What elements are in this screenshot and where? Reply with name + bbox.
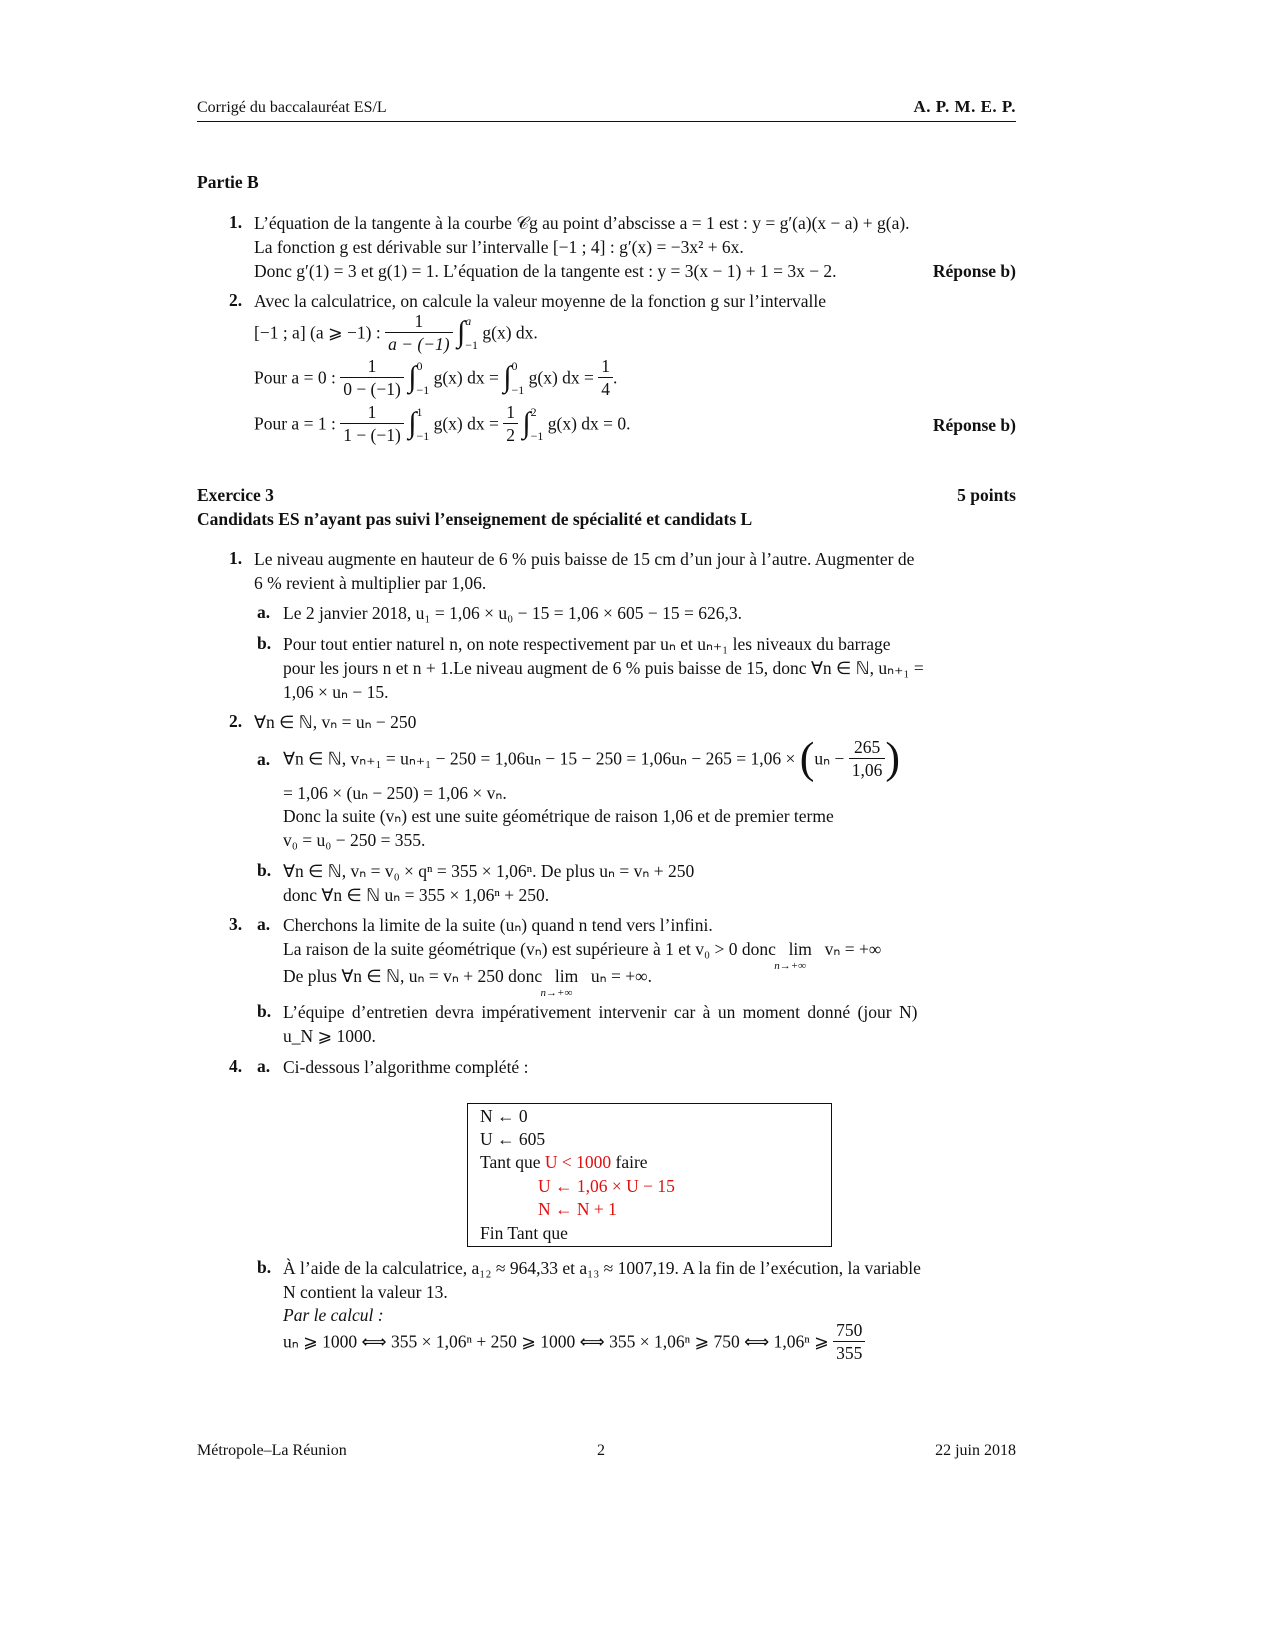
algo-line: N ← 0 (480, 1106, 528, 1126)
numerator: 1 (367, 356, 377, 376)
text-line: pour les jours n et n + 1.Le niveau augment de 6 % puis baisse de 15, donc ∀n ∈ ℕ, uₙ₊₁ = (283, 658, 924, 678)
denominator: 4 (598, 377, 613, 400)
text-line: Pour tout entier naturel n, on note respectivement par uₙ et uₙ₊₁ les niveaux du barrage (283, 634, 891, 654)
question-number: 2. (229, 711, 243, 731)
text-line: Donc la suite (vₙ) est une suite géométrique de raison 1,06 et de premier terme (283, 806, 834, 826)
text-line: v₀ = u₀ − 250 = 355. (283, 830, 426, 850)
numerator: 1 (601, 356, 611, 376)
footer-date: 22 juin 2018 (935, 1442, 1016, 1459)
text-line: N contient la valeur 13. (283, 1282, 448, 1302)
text-line: La fonction g est dérivable sur l’intervalle [−1 ; 4] : g′(x) = −3x² + 6x. (254, 237, 744, 257)
denominator: 1 − (−1) (340, 423, 404, 446)
numerator: 1 (414, 311, 424, 331)
exercise-title: Exercice 3 (197, 485, 274, 505)
formula-text: g(x) dx = (528, 367, 594, 388)
exercise-subtitle: Candidats ES n’ayant pas suivi l’enseignement de spécialité et candidats L (197, 509, 753, 529)
text-line: donc ∀n ∈ ℕ uₙ = 355 × 1,06ⁿ + 250. (283, 885, 550, 905)
text-line: Le 2 janvier 2018, u₁ = 1,06 × u₀ − 15 = 1,06 × 605 − 15 = 626,3. (283, 603, 742, 623)
upper-bound: a (465, 313, 472, 328)
limit-operator (774, 937, 820, 972)
sub-question-label: b. (257, 1001, 272, 1021)
formula-text: Pour a = 1 : (254, 413, 336, 434)
text-line: Le niveau augmente en hauteur de 6 % puis baisse de 15 cm d’un jour à l’autre. Augmenter de (254, 549, 915, 569)
paren-close: ) (885, 733, 901, 783)
sub-question-label: a. (257, 1056, 271, 1076)
paren-open: ( (799, 733, 815, 783)
answer-label: Réponse b) (932, 415, 1016, 435)
sub-question-label: a. (257, 602, 271, 622)
fraction (340, 401, 404, 446)
formula-text: g(x) dx = 0. (547, 413, 631, 434)
text-line: L’équipe d’entretien devra impérativement intervenir car à un moment donné (jour N) (283, 1002, 918, 1022)
text-line: u_N ⩾ 1000. (283, 1026, 376, 1046)
text-line: = 1,06 × (uₙ − 250) = 1,06 × vₙ. (283, 783, 507, 803)
lower-bound: −1 (530, 428, 544, 443)
formula-line (254, 401, 631, 446)
formula-text: [−1 ; a] (a ⩾ −1) : (254, 322, 381, 343)
integral-bounds (465, 314, 478, 352)
formula-line (254, 310, 538, 355)
text-line: 1,06 × uₙ − 15. (283, 682, 389, 702)
fraction (340, 355, 404, 400)
exercise-points: 5 points (957, 485, 1016, 505)
integral-bounds (416, 405, 429, 443)
formula-line (283, 937, 882, 972)
formula-line: Pour a = 0 : $\frac{1}{0 - (-1)}$ ∫ 0 −1 g(x) dx = ∫ 0 −1 g(x) dx = $\frac{1}{4}$ . (254, 356, 618, 399)
sub-question-label: b. (257, 1257, 272, 1277)
limit-subscript: n→+∞ (540, 987, 573, 999)
sub-question-label: b. (257, 860, 272, 880)
page-number: 2 (597, 1442, 605, 1459)
text-line: Ci-dessous l’algorithme complété : (283, 1057, 529, 1077)
upper-bound: 1 (416, 404, 423, 419)
limit-label: lim (554, 966, 579, 986)
denominator: 1,06 (849, 758, 886, 781)
algo-line: Fin Tant que (480, 1223, 568, 1243)
formula-text: g(x) dx. (482, 322, 538, 343)
lower-bound: −1 (416, 428, 430, 443)
text-line: À l’aide de la calculatrice, a₁₂ ≈ 964,33 et a₁₃ ≈ 1007,19. A la fin de l’exécution, la variable (283, 1258, 921, 1278)
upper-bound: 0 (416, 358, 423, 373)
integral-sign: ∫ (503, 360, 512, 394)
denominator: a − (−1) (385, 332, 453, 355)
fraction (385, 310, 453, 355)
fraction (598, 355, 613, 400)
integral-bounds (511, 359, 524, 397)
integral-bounds (531, 405, 544, 443)
algo-condition: U < 1000 (544, 1152, 612, 1172)
question-number: 1. (229, 212, 243, 232)
text-line: L’équation de la tangente à la courbe 𝒞g au point d’abscisse a = 1 est : y = g′(a)(x − a) + g(a). (254, 213, 910, 233)
integral-sign: ∫ (408, 406, 417, 440)
algo-keyword: faire (615, 1152, 648, 1172)
integral-sign: ∫ (522, 406, 531, 440)
formula-text: ∀n ∈ ℕ, vₙ₊₁ = uₙ₊₁ − 250 = 1,06uₙ − 15 − 250 = 1,06uₙ − 265 = 1,06 × (283, 748, 796, 769)
denominator: 2 (503, 423, 518, 446)
text-line: Cherchons la limite de la suite (uₙ) quand n tend vers l’infini. (283, 915, 713, 935)
lower-bound: −1 (416, 382, 430, 397)
text-line: Par le calcul : (283, 1305, 384, 1325)
page-header (197, 97, 1016, 122)
limit-operator (540, 964, 587, 999)
fraction (503, 401, 518, 446)
integral-sign: ∫ (408, 360, 417, 394)
formula-line (283, 964, 652, 999)
formula-line (283, 1319, 865, 1364)
integral-bounds (416, 359, 429, 397)
text-line: ∀n ∈ ℕ, vₙ = uₙ − 250 (254, 712, 417, 732)
upper-bound: 0 (511, 358, 518, 373)
limit-label: lim (788, 939, 812, 959)
question-number: 3. (229, 914, 243, 934)
algo-line: U ← 1,06 × U − 15 (538, 1176, 675, 1196)
algo-keyword: Tant que (480, 1152, 541, 1172)
denominator: 0 − (−1) (340, 377, 404, 400)
text-line: ∀n ∈ ℕ, vₙ = v₀ × qⁿ = 355 × 1,06ⁿ. De plus uₙ = vₙ + 250 (283, 861, 695, 881)
formula-text: La raison de la suite géométrique (vₙ) est supérieure à 1 et v₀ > 0 donc (283, 939, 776, 959)
algo-line: N ← N + 1 (538, 1199, 617, 1219)
algorithm-box (467, 1103, 832, 1247)
header-title: Corrigé du baccalauréat ES/L (197, 99, 387, 116)
text-line: 6 % revient à multiplier par 1,06. (254, 573, 487, 593)
formula-text: Pour a = 0 : (254, 367, 336, 388)
numerator: 750 (836, 1320, 863, 1340)
sub-question-label: a. (257, 749, 271, 769)
fraction (833, 1319, 865, 1364)
algo-line (480, 1150, 648, 1174)
formula-text: De plus ∀n ∈ ℕ, uₙ = vₙ + 250 donc (283, 966, 543, 986)
integral-sign: ∫ (457, 315, 466, 349)
formula-text: vₙ = +∞ (824, 939, 882, 959)
algo-line: U ← 605 (480, 1129, 546, 1149)
formula-text: g(x) dx = (433, 367, 499, 388)
limit-subscript: n→+∞ (774, 960, 806, 972)
lower-bound: −1 (511, 382, 525, 397)
numerator: 1 (367, 402, 377, 422)
formula-text: uₙ − (814, 748, 845, 769)
formula-text: uₙ ⩾ 1000 ⟺ 355 × 1,06ⁿ + 250 ⩾ 1000 ⟺ 355 × 1,06ⁿ ⩾ 750 ⟺ 1,06ⁿ ⩾ (283, 1331, 829, 1352)
numerator: 265 (853, 737, 881, 757)
text-line: Donc g′(1) = 3 et g(1) = 1. L’équation de la tangente est : y = 3(x − 1) + 1 = 3x − 2. (254, 261, 837, 281)
formula-text: uₙ = +∞. (590, 966, 652, 986)
sub-question-label: b. (257, 633, 272, 653)
footer-location: Métropole–La Réunion (197, 1442, 347, 1459)
answer-label: Réponse b) (932, 261, 1016, 281)
question-number: 2. (229, 290, 243, 310)
lower-bound: −1 (465, 337, 479, 352)
question-number: 4. (229, 1056, 243, 1076)
numerator: 1 (506, 402, 515, 422)
fraction (849, 736, 886, 781)
section-title-partie-b: Partie B (197, 172, 259, 192)
header-publisher: A. P. M. E. P. (913, 97, 1016, 116)
question-number: 1. (229, 548, 243, 568)
sub-question-label: a. (257, 914, 271, 934)
formula-line (283, 733, 901, 783)
text-line: Avec la calculatrice, on calcule la valeur moyenne de la fonction g sur l’intervalle (254, 291, 827, 311)
formula-text: g(x) dx = (433, 413, 499, 434)
page (197, 0, 1016, 1650)
upper-bound: 2 (530, 404, 537, 419)
denominator: 355 (833, 1341, 865, 1364)
